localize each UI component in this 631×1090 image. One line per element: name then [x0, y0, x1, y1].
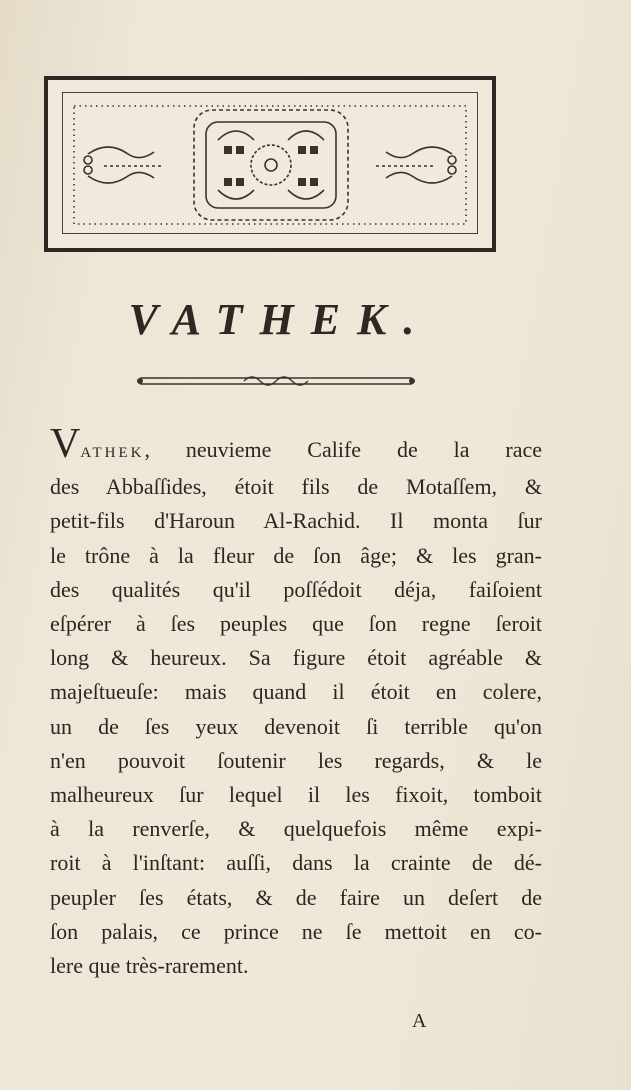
ornamental-headpiece-icon — [48, 80, 492, 248]
text-line: le trône à la fleur de ſon âge; & les gran- — [50, 542, 542, 568]
text-line: n'en pouvoit ſoutenir les regards, & le — [50, 747, 542, 773]
text-line: des Abbaſſides, étoit fils de Motaſſem, & — [50, 474, 542, 500]
text-line: majeſtueuſe: mais quand il étoit en colere, — [50, 679, 542, 705]
text-line: un de ſes yeux devenoit ſi terrible qu'on — [50, 713, 542, 739]
body-paragraph — [50, 421, 542, 983]
text-line: peupler ſes états, & de faire un deſert de — [50, 884, 542, 910]
ornamental-headpiece — [44, 76, 496, 252]
text-line: eſpérer à ſes peuples que ſon regne ſeroit — [50, 611, 542, 637]
text-line: à la renverſe, & quelquefois même expi- — [50, 816, 542, 842]
text-line: petit-fils d'Haroun Al-Rachid. Il monta ſur — [50, 508, 542, 534]
page-title: VATHEK. — [128, 295, 432, 344]
text-line: roit à l'inſtant: auſſi, dans la crainte de dé- — [50, 850, 542, 876]
ornamental-rule-icon — [134, 372, 418, 390]
text-line: lere que très-rarement. — [50, 953, 249, 979]
text-line — [50, 421, 542, 470]
text-line: malheureux ſur lequel il les fixoit, tomboit — [50, 782, 542, 808]
text-line: des qualités qu'il poſſédoit déja, faiſoient — [50, 576, 542, 602]
text-line: long & heureux. Sa figure étoit agréable & — [50, 645, 542, 671]
text-line: ſon palais, ce prince ne ſe mettoit en co- — [50, 918, 542, 944]
signature-mark: A — [412, 1010, 427, 1032]
lead-word: ATHEK — [80, 445, 145, 461]
drop-cap: V — [50, 421, 81, 467]
line-text: , neuvieme Calife de la race — [144, 437, 542, 462]
